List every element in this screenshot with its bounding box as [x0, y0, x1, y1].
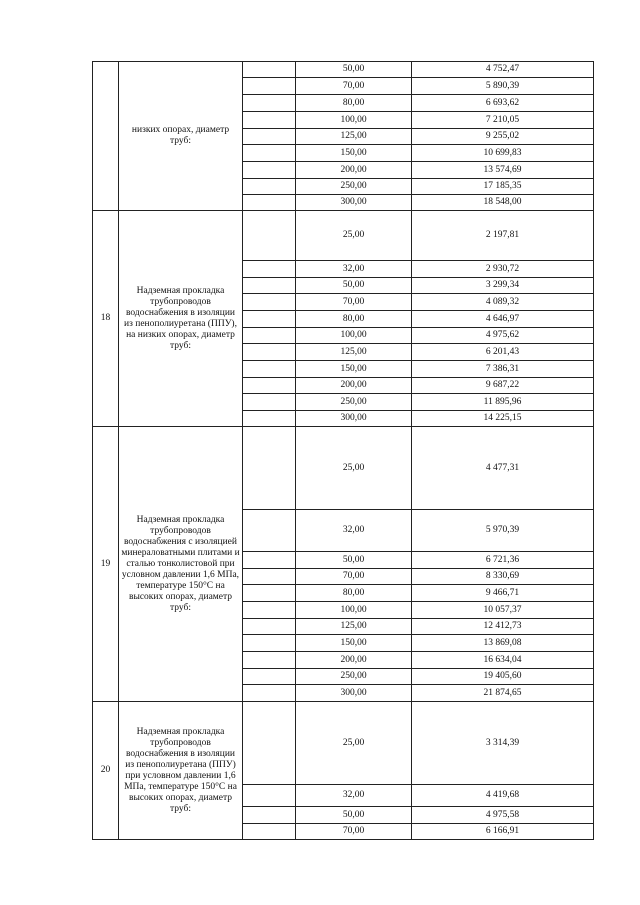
pipe-diameter: 70,00 [296, 78, 412, 95]
empty-cell [243, 378, 296, 394]
price-value: 4 477,31 [412, 427, 594, 510]
pipe-diameter: 250,00 [296, 394, 412, 411]
item-number: 19 [93, 427, 119, 702]
price-value: 13 869,08 [412, 635, 594, 652]
empty-cell [243, 211, 296, 261]
price-value: 4 089,32 [412, 294, 594, 311]
price-value: 4 646,97 [412, 311, 594, 328]
empty-cell [243, 195, 296, 211]
pipe-diameter: 100,00 [296, 602, 412, 619]
price-value: 4 975,62 [412, 328, 594, 344]
pipe-diameter: 250,00 [296, 669, 412, 685]
item-description: низких опорах, диаметр труб: [119, 62, 243, 211]
item-description: Надземная прокладка трубопроводов водоснабжения в изоляции из пенополиуретана (ППУ), на низких опорах, диаметр труб: [119, 211, 243, 427]
empty-cell [243, 328, 296, 344]
price-value: 12 412,73 [412, 619, 594, 635]
price-value: 11 895,96 [412, 394, 594, 411]
empty-cell [243, 685, 296, 702]
empty-cell [243, 785, 296, 807]
pipe-diameter: 100,00 [296, 112, 412, 129]
pipe-diameter: 25,00 [296, 702, 412, 785]
price-value: 13 574,69 [412, 162, 594, 179]
item-number [93, 62, 119, 211]
empty-cell [243, 145, 296, 162]
price-value: 6 721,36 [412, 552, 594, 569]
price-table-body [93, 62, 594, 840]
empty-cell [243, 344, 296, 361]
price-value: 6 166,91 [412, 824, 594, 840]
empty-cell [243, 294, 296, 311]
pipe-diameter: 300,00 [296, 411, 412, 427]
empty-cell [243, 278, 296, 294]
empty-cell [243, 179, 296, 195]
price-value: 16 634,04 [412, 652, 594, 669]
empty-cell [243, 411, 296, 427]
empty-cell [243, 824, 296, 840]
price-value: 4 975,58 [412, 807, 594, 824]
price-table [92, 61, 594, 840]
price-value: 4 419,68 [412, 785, 594, 807]
item-number: 20 [93, 702, 119, 840]
empty-cell [243, 95, 296, 112]
pipe-diameter: 80,00 [296, 311, 412, 328]
pipe-diameter: 80,00 [296, 585, 412, 602]
item-description: Надземная прокладка трубопроводов водоснабжения с изоляцией минераловатными плитами и сталью тонколистовой при условном давлении 1,6 МПа, температуре 150°С на высоких опорах, диаметр труб: [119, 427, 243, 702]
pipe-diameter: 50,00 [296, 62, 412, 78]
pipe-diameter: 125,00 [296, 344, 412, 361]
empty-cell [243, 162, 296, 179]
pipe-diameter: 80,00 [296, 95, 412, 112]
pipe-diameter: 50,00 [296, 278, 412, 294]
pipe-diameter: 70,00 [296, 294, 412, 311]
pipe-diameter: 150,00 [296, 635, 412, 652]
table-row [93, 211, 594, 261]
price-value: 2 197,81 [412, 211, 594, 261]
empty-cell [243, 619, 296, 635]
price-value: 18 548,00 [412, 195, 594, 211]
pipe-diameter: 300,00 [296, 195, 412, 211]
price-value: 7 386,31 [412, 361, 594, 378]
price-value: 2 930,72 [412, 261, 594, 278]
empty-cell [243, 311, 296, 328]
empty-cell [243, 652, 296, 669]
pipe-diameter: 25,00 [296, 211, 412, 261]
price-value: 6 201,43 [412, 344, 594, 361]
table-row [93, 427, 594, 510]
empty-cell [243, 669, 296, 685]
pipe-diameter: 32,00 [296, 261, 412, 278]
empty-cell [243, 552, 296, 569]
empty-cell [243, 361, 296, 378]
empty-cell [243, 569, 296, 585]
price-value: 6 693,62 [412, 95, 594, 112]
pipe-diameter: 200,00 [296, 652, 412, 669]
price-value: 3 314,39 [412, 702, 594, 785]
empty-cell [243, 635, 296, 652]
empty-cell [243, 129, 296, 145]
price-value: 9 687,22 [412, 378, 594, 394]
empty-cell [243, 510, 296, 552]
price-value: 17 185,35 [412, 179, 594, 195]
price-value: 9 466,71 [412, 585, 594, 602]
pipe-diameter: 150,00 [296, 145, 412, 162]
empty-cell [243, 261, 296, 278]
empty-cell [243, 602, 296, 619]
price-value: 9 255,02 [412, 129, 594, 145]
price-value: 3 299,34 [412, 278, 594, 294]
table-row [93, 702, 594, 785]
empty-cell [243, 702, 296, 785]
empty-cell [243, 78, 296, 95]
pipe-diameter: 70,00 [296, 824, 412, 840]
empty-cell [243, 394, 296, 411]
pipe-diameter: 50,00 [296, 807, 412, 824]
price-value: 10 057,37 [412, 602, 594, 619]
pipe-diameter: 125,00 [296, 129, 412, 145]
empty-cell [243, 112, 296, 129]
pipe-diameter: 32,00 [296, 510, 412, 552]
pipe-diameter: 150,00 [296, 361, 412, 378]
pipe-diameter: 200,00 [296, 378, 412, 394]
empty-cell [243, 807, 296, 824]
price-value: 19 405,60 [412, 669, 594, 685]
pipe-diameter: 70,00 [296, 569, 412, 585]
table-row [93, 62, 594, 78]
price-value: 7 210,05 [412, 112, 594, 129]
item-description: Надземная прокладка трубопроводов водоснабжения в изоляции из пенополиуретана (ППУ) при условном давлении 1,6 МПа, температуре 150°С на высоких опорах, диаметр труб: [119, 702, 243, 840]
pipe-diameter: 32,00 [296, 785, 412, 807]
pipe-diameter: 25,00 [296, 427, 412, 510]
pipe-diameter: 200,00 [296, 162, 412, 179]
price-value: 4 752,47 [412, 62, 594, 78]
pipe-diameter: 125,00 [296, 619, 412, 635]
price-value: 5 970,39 [412, 510, 594, 552]
pipe-diameter: 250,00 [296, 179, 412, 195]
empty-cell [243, 585, 296, 602]
item-number: 18 [93, 211, 119, 427]
price-value: 5 890,39 [412, 78, 594, 95]
price-value: 21 874,65 [412, 685, 594, 702]
pipe-diameter: 300,00 [296, 685, 412, 702]
pipe-diameter: 100,00 [296, 328, 412, 344]
price-value: 14 225,15 [412, 411, 594, 427]
pipe-diameter: 50,00 [296, 552, 412, 569]
price-value: 8 330,69 [412, 569, 594, 585]
empty-cell [243, 62, 296, 78]
empty-cell [243, 427, 296, 510]
price-value: 10 699,83 [412, 145, 594, 162]
